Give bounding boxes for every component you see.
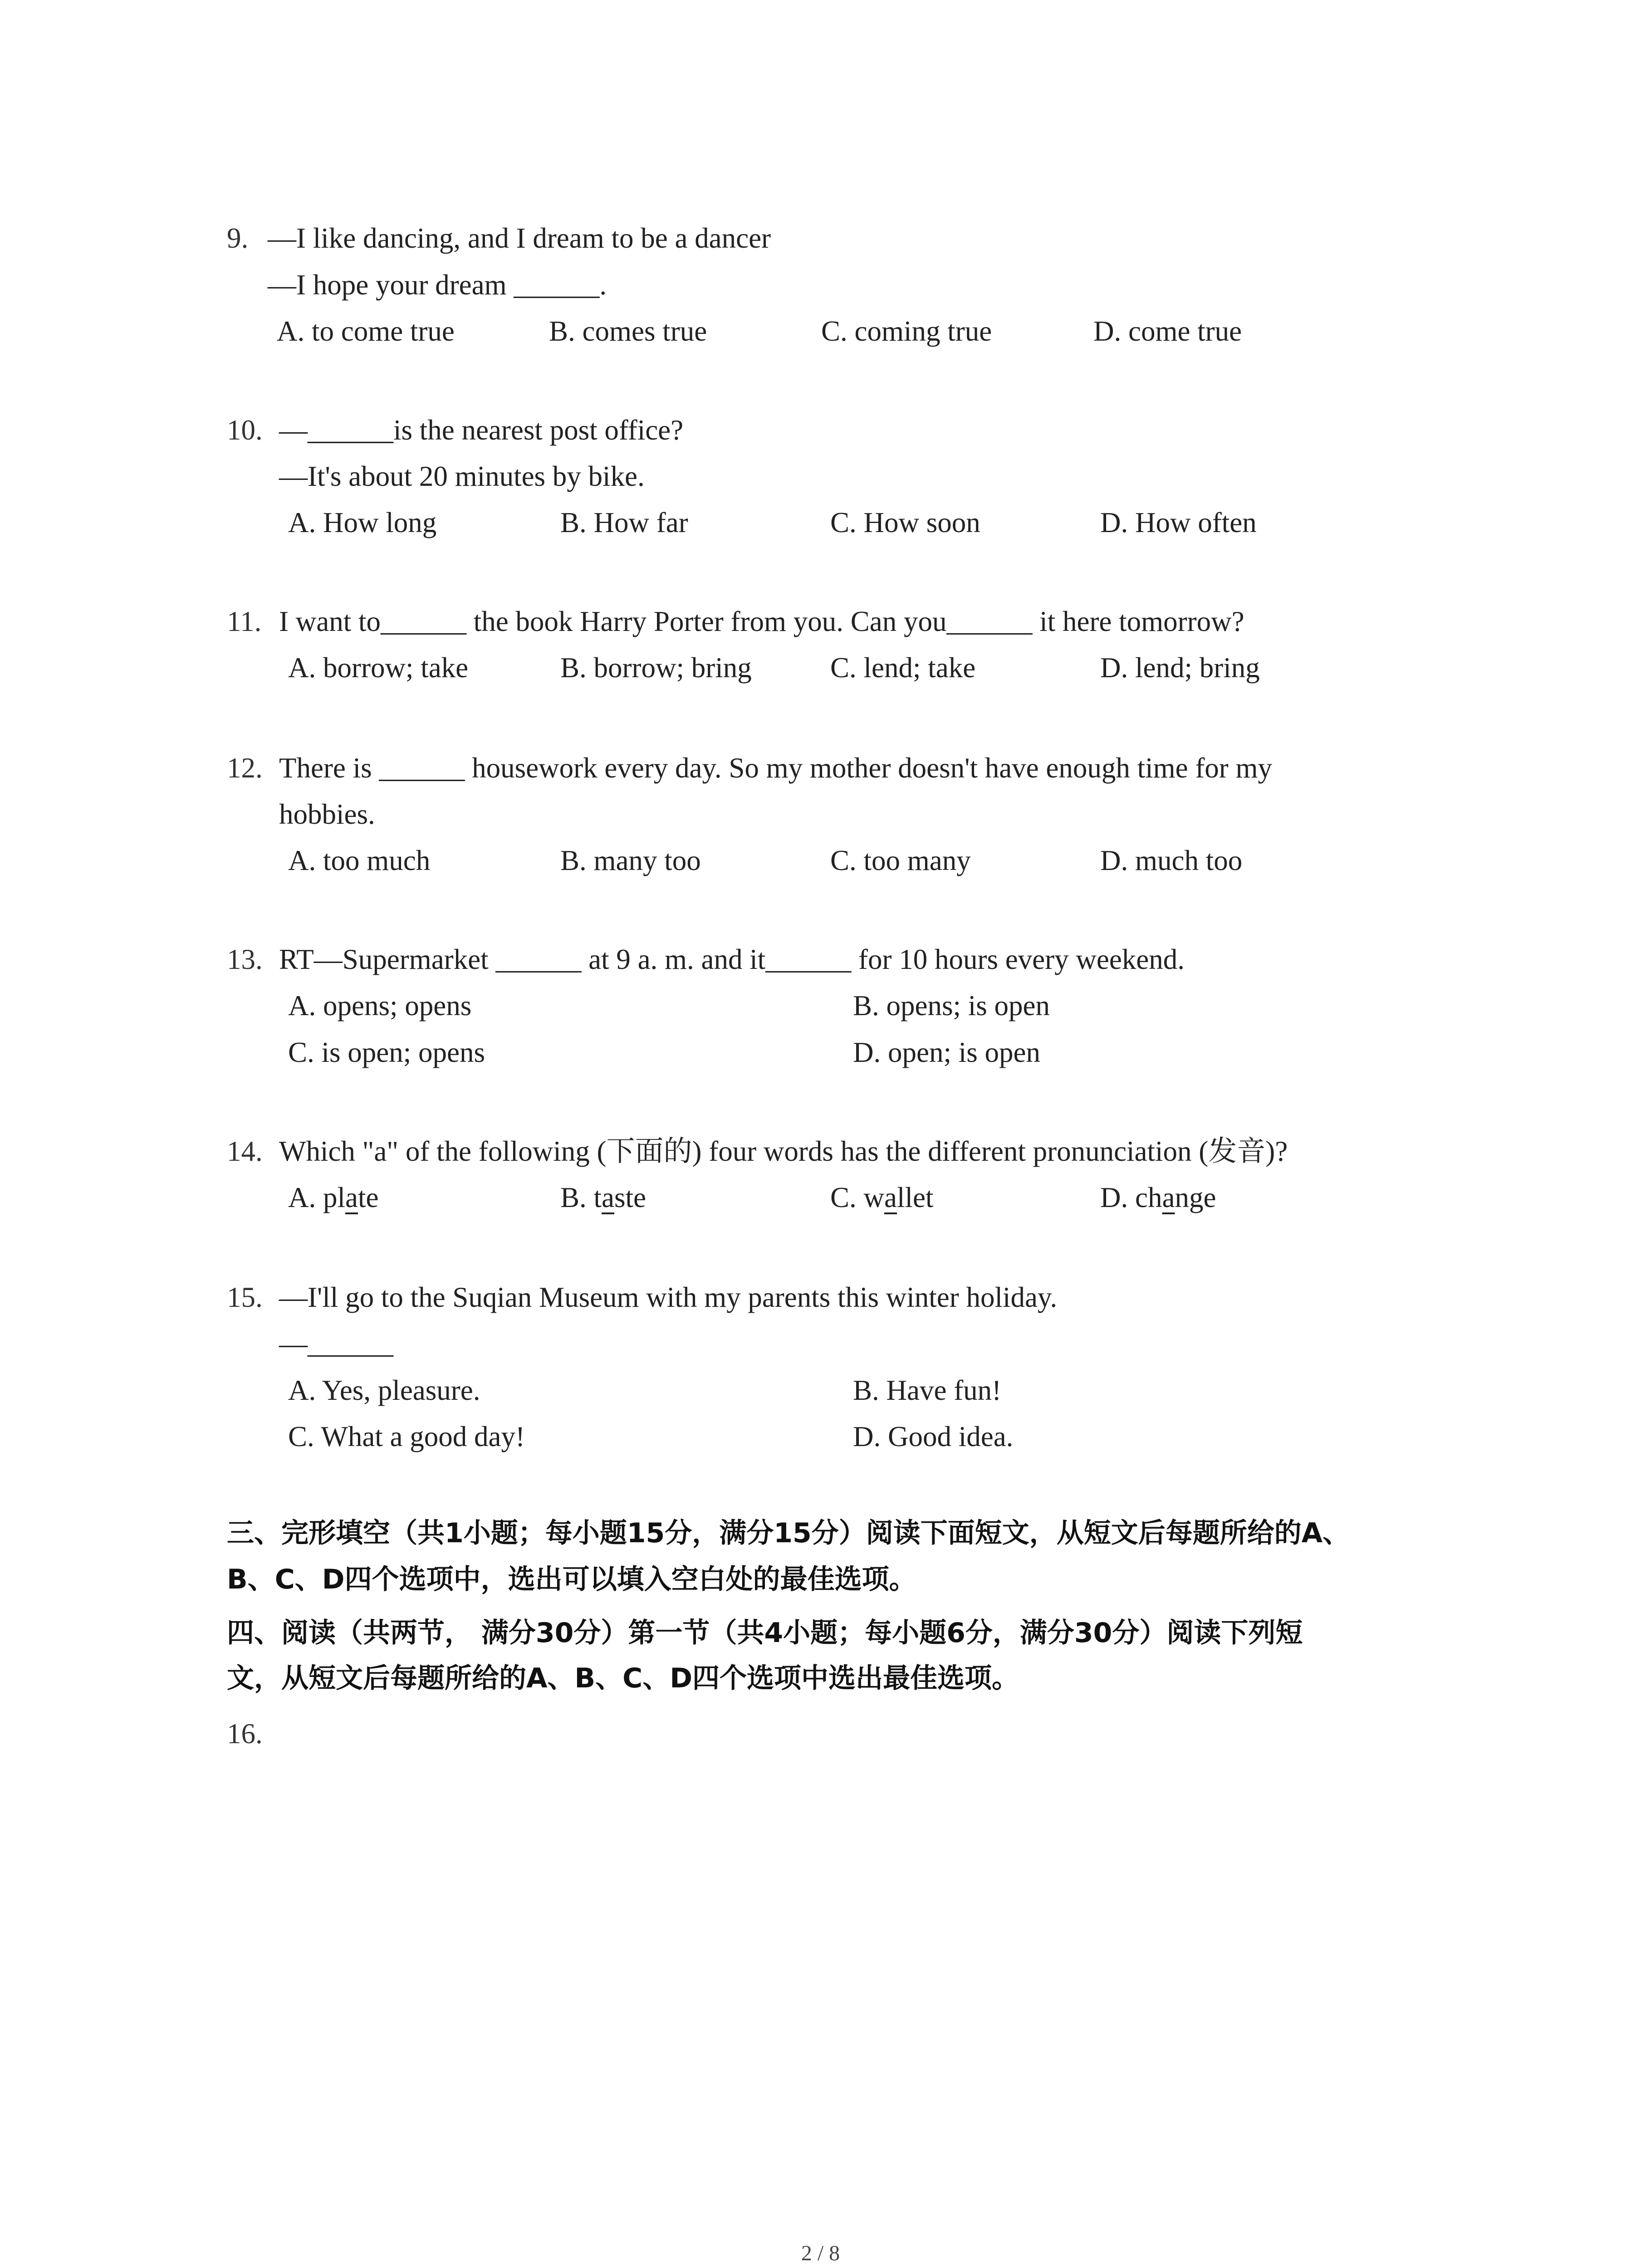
question-number: 11. <box>227 606 262 637</box>
option-b: B. comes true <box>549 315 707 347</box>
question-text: Which "a" of the following (下面的) four words has the different pronunciation (发音)? <box>279 1135 1288 1167</box>
section-heading-reading-cont: 文，从短文后每题所给的A、B、C、D四个选项中选出最佳选项。 <box>227 1662 1019 1694</box>
question-text: —I'll go to the Suqian Museum with my parents this winter holiday. <box>279 1281 1058 1313</box>
section-heading-cloze-cont: B、C、D四个选项中，选出可以填入空白处的最佳选项。 <box>227 1564 916 1595</box>
option-d: D. Good idea. <box>853 1421 1014 1452</box>
option-d: D. much too <box>1100 845 1243 876</box>
question-text: There is ______ housework every day. So my mother doesn't have enough time for my <box>279 752 1273 784</box>
option-b: B. Have fun! <box>853 1374 1002 1406</box>
question-number: 13. <box>227 943 263 975</box>
question-number: 12. <box>227 752 263 784</box>
option-d: D. come true <box>1093 315 1242 347</box>
option-text: A. pl <box>288 1182 345 1213</box>
question-text: —______ <box>279 1328 393 1359</box>
option-b: B. How far <box>560 507 688 538</box>
page-number: 2 / 8 <box>801 2241 840 2265</box>
question-text: hobbies. <box>279 798 375 830</box>
option-text: nge <box>1175 1182 1216 1213</box>
option-d: D. open; is open <box>853 1036 1040 1068</box>
option-a: A. borrow; take <box>288 652 469 684</box>
question-text: I want to______ the book Harry Porter from you. Can you______ it here tomorrow? <box>279 606 1244 637</box>
option-d <box>1100 1179 1216 1216</box>
option-c: C. How soon <box>830 507 980 538</box>
option-a: A. opens; opens <box>288 990 472 1022</box>
option-b: B. many too <box>560 845 701 876</box>
option-a: A. How long <box>288 507 437 538</box>
section-heading-cloze: 三、完形填空（共1小题；每小题15分，满分15分）阅读下面短文，从短文后每题所给的A、 <box>227 1517 1350 1549</box>
section-heading-reading: 四、阅读（共两节， 满分30分）第一节（共4小题；每小题6分，满分30分）阅读下列短 <box>227 1617 1303 1649</box>
question-text: —It's about 20 minutes by bike. <box>279 460 645 492</box>
option-c: C. What a good day! <box>288 1421 525 1452</box>
option-c: C. too many <box>830 845 971 876</box>
question-text: —I like dancing, and I dream to be a dancer <box>268 222 771 254</box>
option-b: B. borrow; bring <box>560 652 752 684</box>
option-c <box>830 1179 933 1216</box>
question-number: 14. <box>227 1135 263 1167</box>
question-text: —I hope your dream ______. <box>268 269 607 301</box>
option-text: llet <box>897 1182 934 1213</box>
option-text: te <box>358 1182 379 1213</box>
option-text: B. t <box>560 1182 602 1213</box>
question-16-number: 16. <box>227 1718 263 1750</box>
option-d: D. lend; bring <box>1100 652 1260 684</box>
underlined-letter: a <box>602 1182 614 1213</box>
question-number: 10. <box>227 414 263 446</box>
question-number: 15. <box>227 1281 263 1313</box>
underlined-letter: a <box>884 1182 897 1213</box>
underlined-letter: a <box>1162 1182 1175 1213</box>
option-text: ste <box>614 1182 646 1213</box>
option-d: D. How often <box>1100 507 1257 538</box>
option-b: B. opens; is open <box>853 990 1050 1022</box>
question-number: 9. <box>227 222 249 254</box>
option-a <box>288 1179 378 1216</box>
option-c: C. lend; take <box>830 652 976 684</box>
option-c: C. coming true <box>821 315 992 347</box>
option-b <box>560 1179 646 1216</box>
underlined-letter: a <box>345 1182 358 1213</box>
option-a: A. to come true <box>277 315 455 347</box>
option-c: C. is open; opens <box>288 1036 485 1068</box>
question-text: —______is the nearest post office? <box>279 414 684 446</box>
option-a: A. Yes, pleasure. <box>288 1374 480 1406</box>
question-text: RT—Supermarket ______ at 9 a. m. and it______ for 10 hours every weekend. <box>279 943 1185 975</box>
option-text: D. ch <box>1100 1182 1162 1213</box>
option-text: C. w <box>830 1182 885 1213</box>
option-a: A. too much <box>288 845 431 876</box>
